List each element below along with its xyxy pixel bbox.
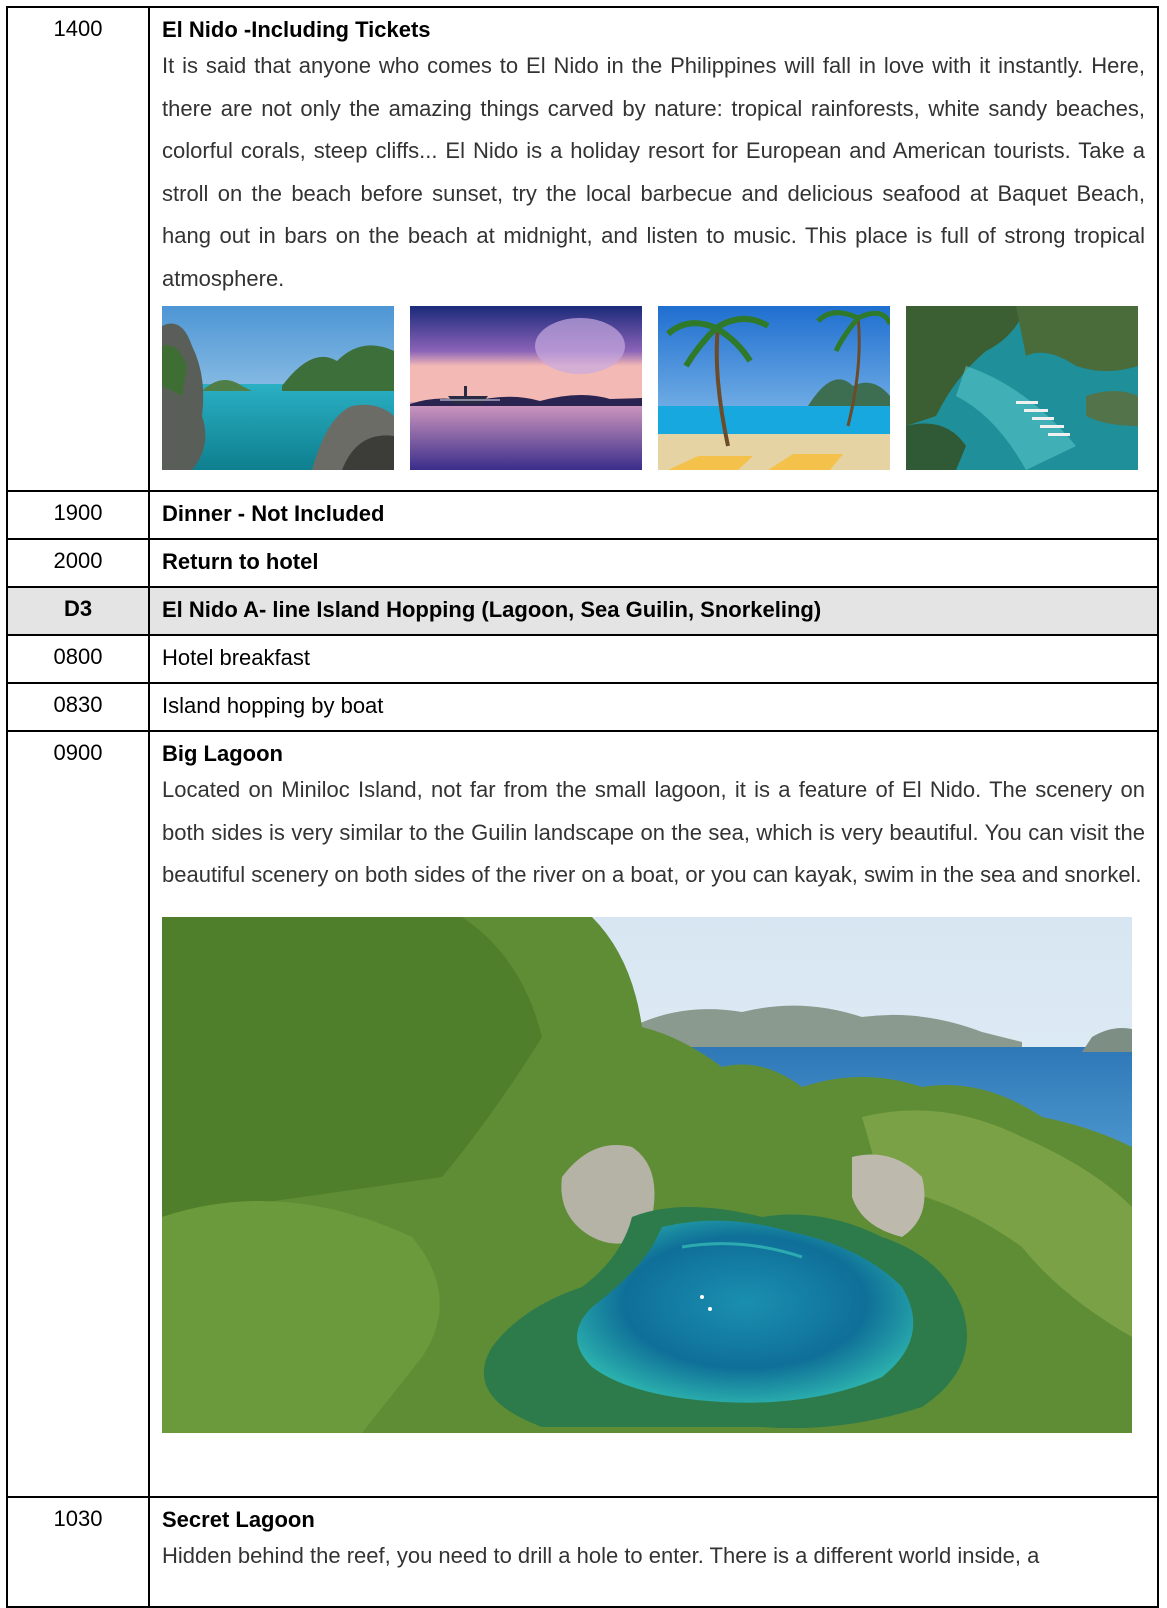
photo-strip <box>162 306 1138 470</box>
itinerary-row-1030 <box>7 1497 1158 1607</box>
activity-cell <box>149 7 1158 491</box>
activity-text: Hotel breakfast <box>162 645 310 670</box>
time-cell: 1900 <box>7 491 149 539</box>
time-cell: 0900 <box>7 731 149 1497</box>
day-title: El Nido A- line Island Hopping (Lagoon, Sea Guilin, Snorkeling) <box>162 597 822 622</box>
itinerary-table <box>6 6 1159 1608</box>
time-cell: 2000 <box>7 539 149 587</box>
activity-cell <box>149 683 1158 731</box>
time-cell: 1400 <box>7 7 149 491</box>
photo-big-lagoon <box>162 917 1132 1433</box>
itinerary-row-1400 <box>7 7 1158 491</box>
day-title-cell <box>149 587 1158 635</box>
photo-aerial-boats <box>906 306 1138 470</box>
itinerary-row-2000 <box>7 539 1158 587</box>
activity-title: El Nido -Including Tickets <box>162 17 431 42</box>
activity-description: Located on Miniloc Island, not far from the small lagoon, it is a feature of El Nido. The scenery on both sides is very similar to the Guilin landscape on the sea, which is very beautiful. You can visit the beautiful scenery on both sides of the river on a boat, or you can kayak, swim in the sea and snorkel. <box>162 777 1145 887</box>
time-cell: 0830 <box>7 683 149 731</box>
activity-description: It is said that anyone who comes to El Nido in the Philippines will fall in love with it instantly. Here, there are not only the amazing things carved by nature: tropical rainforests, white sandy beaches, colorful corals, steep cliffs... El Nido is a holiday resort for European and American tourists. Take a stroll on the beach before sunset, try the local barbecue and delicious seafood at Baquet Beach, hang out in bars on the beach at midnight, and listen to music. This place is full of strong tropical atmosphere. <box>162 53 1145 291</box>
activity-cell <box>149 1497 1158 1607</box>
time-cell: 1030 <box>7 1497 149 1607</box>
day-header-row <box>7 587 1158 635</box>
photo-sunset-boat <box>410 306 642 470</box>
time-cell: 0800 <box>7 635 149 683</box>
activity-cell <box>149 539 1158 587</box>
itinerary-row-0800 <box>7 635 1158 683</box>
activity-title: Return to hotel <box>162 549 319 574</box>
photo-cliff-lagoon <box>162 306 394 470</box>
itinerary-row-0900 <box>7 731 1158 1497</box>
day-label: D3 <box>7 587 149 635</box>
photo-palm-beach <box>658 306 890 470</box>
activity-cell <box>149 731 1158 1497</box>
itinerary-row-1900 <box>7 491 1158 539</box>
activity-text: Island hopping by boat <box>162 693 384 718</box>
activity-title: Secret Lagoon <box>162 1507 315 1532</box>
activity-cell <box>149 635 1158 683</box>
activity-title: Dinner - Not Included <box>162 501 385 526</box>
activity-cell <box>149 491 1158 539</box>
activity-description: Hidden behind the reef, you need to drill a hole to enter. There is a different world inside, a <box>162 1543 1040 1568</box>
activity-title: Big Lagoon <box>162 741 283 766</box>
itinerary-row-0830 <box>7 683 1158 731</box>
